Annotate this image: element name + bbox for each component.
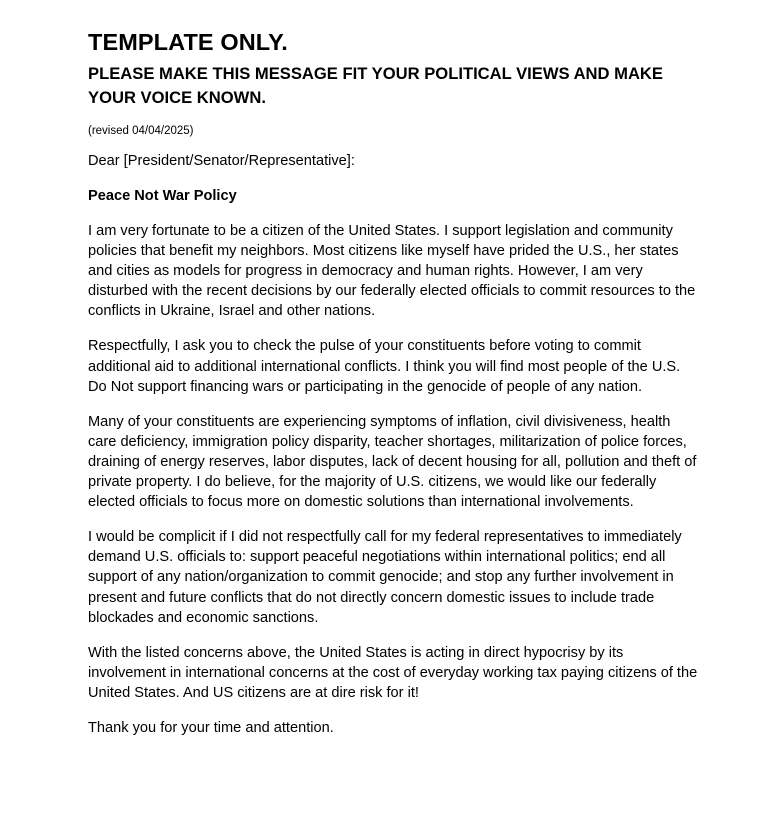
body-paragraph-5: With the listed concerns above, the United States is acting in direct hypocrisy by its involvement in international concerns at the cost of everyday working tax paying citizens of the United States. And US citizens are at dire risk for it! [88, 644, 698, 701]
body-paragraph-3: Many of your constituents are experiencing symptoms of inflation, civil divisiveness, health care deficiency, immigration policy disparity, teacher shortages, militarization of police forces, draining of energy reserves, labor disputes, lack of decent housing for all, pollution and theft of private property. I do believe, for the majority of U.S. citizens, we would like our federally elected officials to focus more on domestic solutions than international involvements. [88, 413, 697, 511]
page-subtitle: PLEASE MAKE THIS MESSAGE FIT YOUR POLITICAL VIEWS AND MAKE YOUR VOICE KNOWN. [88, 64, 663, 107]
policy-heading: Peace Not War Policy [88, 188, 237, 204]
body-paragraph-4: I would be complicit if I did not respectfully call for my federal representatives to immediately demand U.S. officials to: support peaceful negotiations within international politics; end all support of any nation/organization to commit genocide; and stop any further involvement in present and future conflicts that do not directly concern domestic issues to include trade blockades and economic sanctions. [88, 529, 682, 626]
letter-page [88, 29, 698, 738]
body-paragraph-1: I am very fortunate to be a citizen of the United States. I support legislation and community policies that benefit my neighbors. Most citizens like myself have prided the U.S., her states and cities as models for progress in democracy and human rights. However, I am very disturbed with the recent decisions by our federally elected officials to commit resources to the conflicts in Ukraine, Israel and other nations. [88, 223, 696, 320]
salutation: Dear [President/Senator/Representative]: [88, 153, 355, 169]
page-title: TEMPLATE ONLY. [88, 29, 288, 55]
closing-line: Thank you for your time and attention. [88, 719, 334, 736]
revision-date: (revised 04/04/2025) [88, 125, 194, 137]
body-paragraph-2: Respectfully, I ask you to check the pulse of your constituents before voting to commit additional aid to additional international conflicts. I think you will find most people of the U.S. Do Not support financing wars or participating in the genocide of people of any nation. [88, 338, 681, 395]
